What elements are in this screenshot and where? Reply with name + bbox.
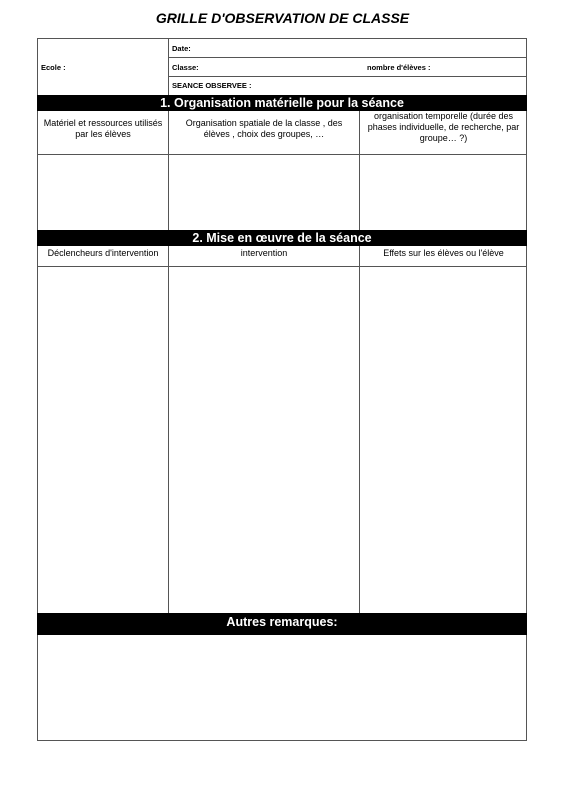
section-2-col-effets: Effets sur les élèves ou l'élève: [383, 248, 504, 258]
section-1-col-organisation-temporelle: organisation temporelle (durée des phases individuelle, de recherche, par groupe… ?): [367, 111, 520, 143]
section-2-col-intervention: intervention: [240, 248, 288, 258]
section-1-header-row-line: [37, 154, 527, 155]
section-1-col-organisation-spatiale: Organisation spatiale de la classe , des élèves , choix des groupes, …: [185, 118, 343, 139]
classe-label: Classe:: [172, 63, 199, 72]
ecole-label: Ecole :: [41, 63, 66, 72]
section-2-header: 2. Mise en œuvre de la séance: [37, 230, 527, 246]
section-1-header: 1. Organisation matérielle pour la séance: [37, 95, 527, 111]
section-1-col-divider-1: [168, 111, 169, 230]
section-3-header: Autres remarques:: [37, 613, 527, 635]
section-2-col-declencheurs: Déclencheurs d'intervention: [47, 248, 159, 258]
section-2-col-divider-1: [168, 246, 169, 613]
section-1-col-materiel: Matériel et ressources utilisés par les élèves: [43, 118, 163, 139]
seance-observee-label: SEANCE OBSERVEE :: [172, 81, 252, 90]
section-2-col-divider-2: [359, 246, 360, 613]
header-divider: [168, 38, 169, 95]
page-title: GRILLE D'OBSERVATION DE CLASSE: [155, 10, 410, 26]
date-label: Date:: [172, 44, 191, 53]
section-2-header-row-line: [37, 266, 527, 267]
section-1-col-divider-2: [359, 111, 360, 230]
header-row-line-1: [168, 57, 527, 58]
header-row-line-2: [168, 76, 527, 77]
nombre-eleves-label: nombre d'élèves :: [367, 63, 431, 72]
